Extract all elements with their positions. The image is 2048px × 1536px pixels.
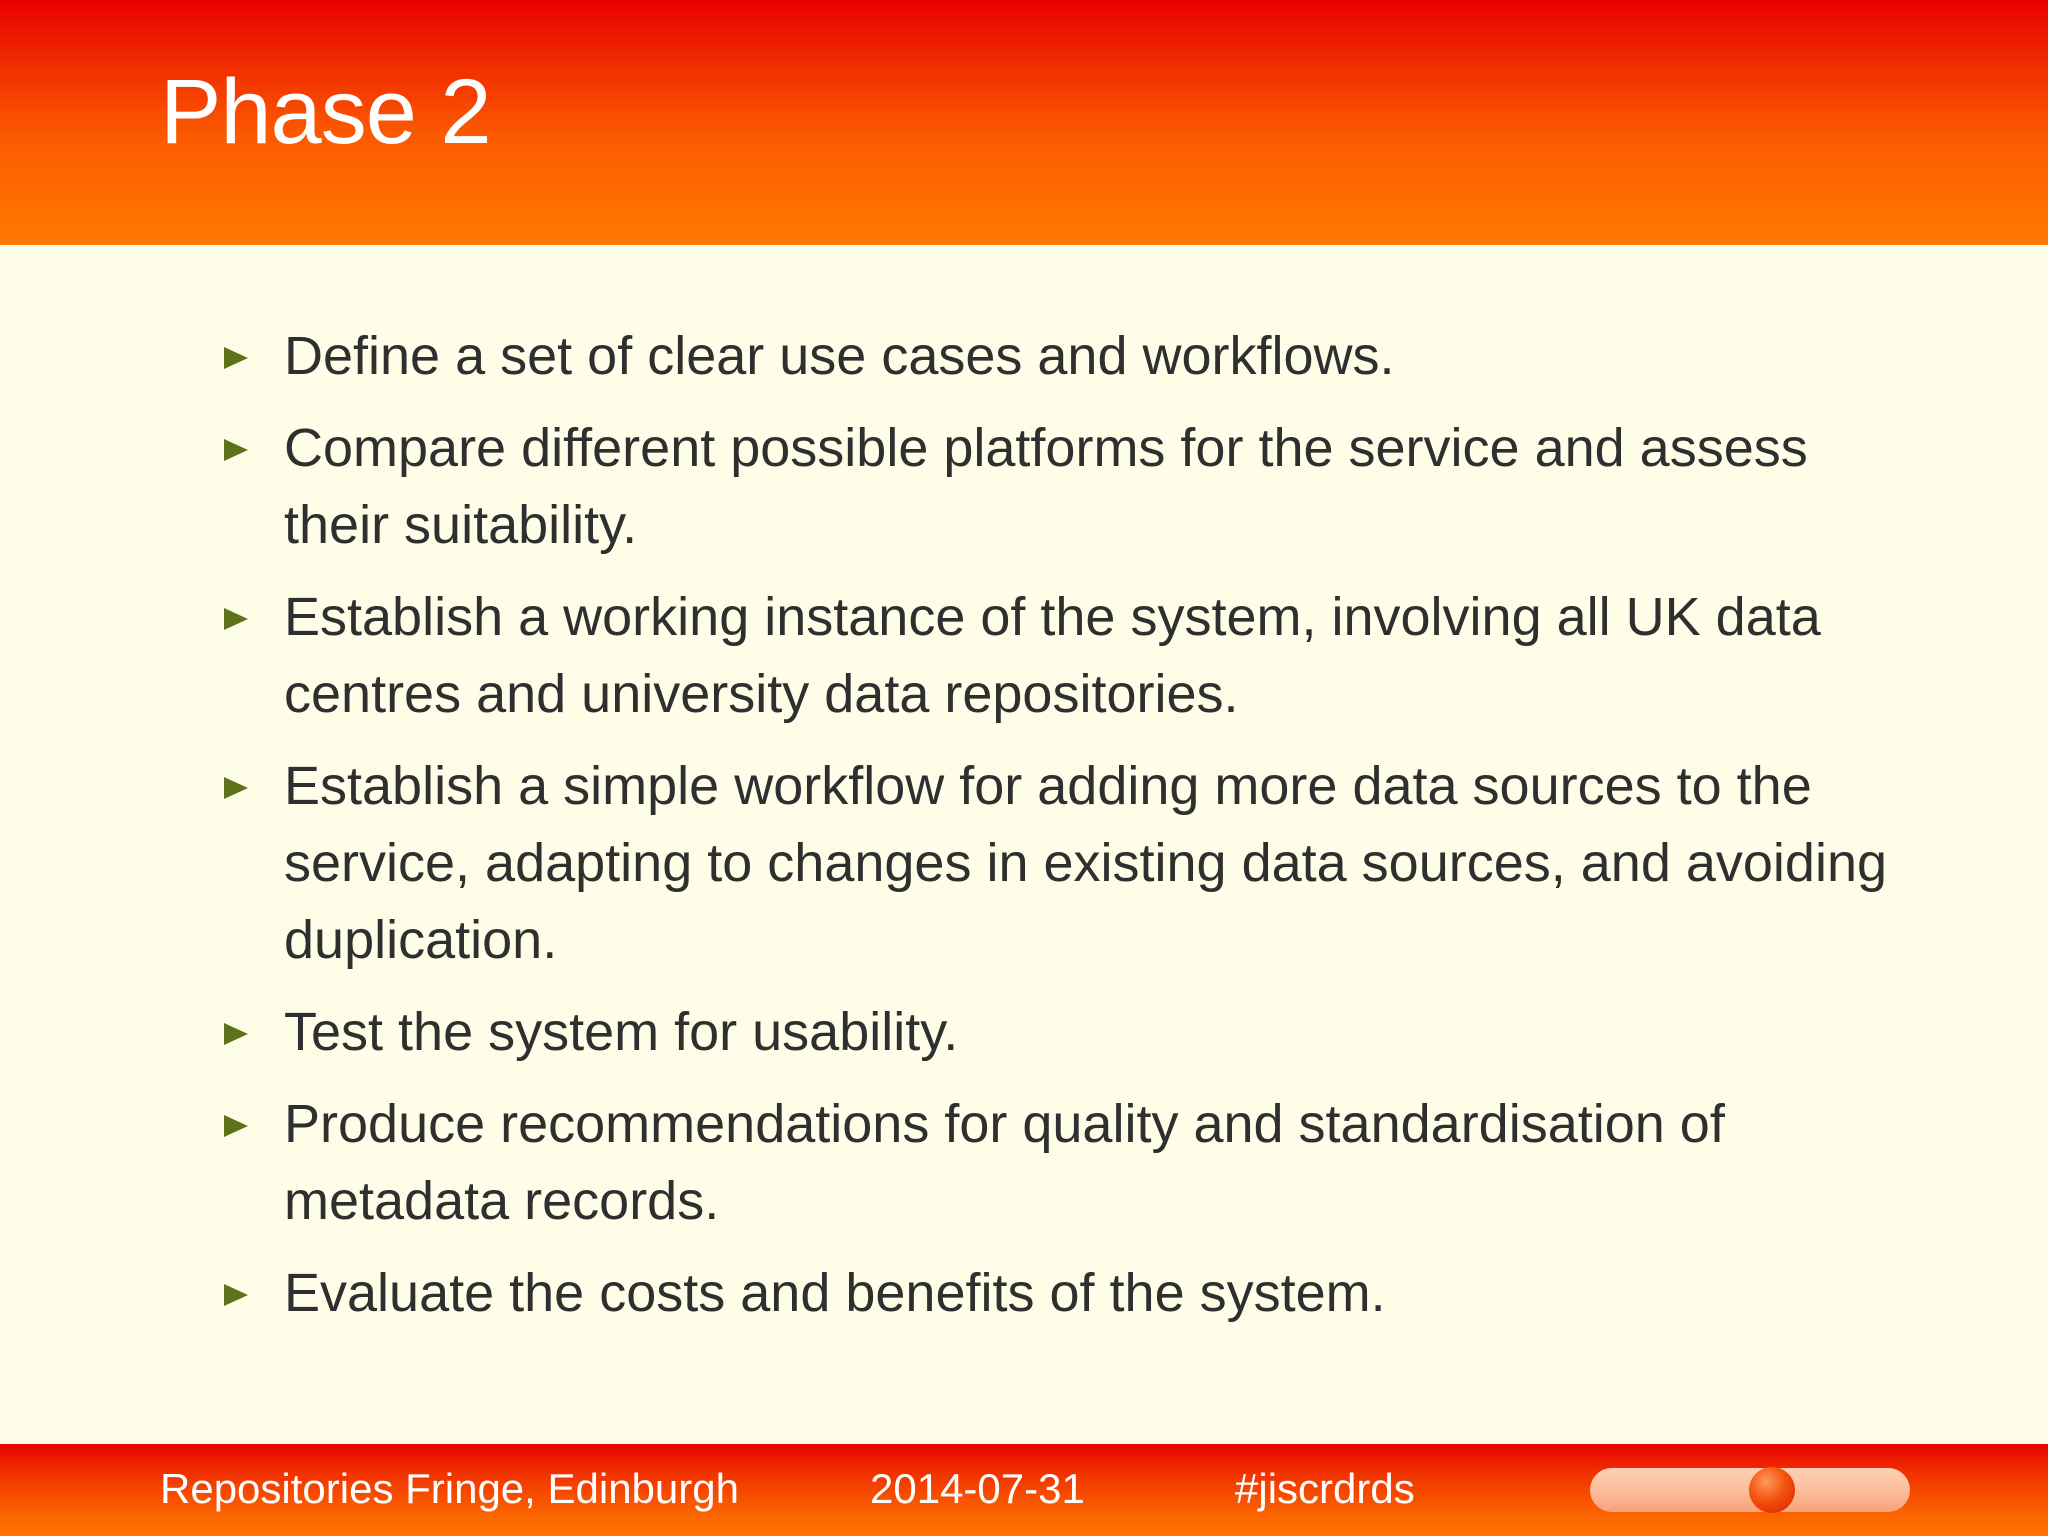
bullet-item [220,748,1900,979]
bullet-text: Evaluate the costs and benefits of the system. [284,1263,1386,1323]
triangle-bullet-icon [224,439,248,461]
slide-header [0,0,2048,245]
footer-date: 2014-07-31 [870,1465,1085,1512]
triangle-bullet-icon [224,608,248,630]
bullet-item [220,579,1900,733]
triangle-bullet-icon [224,1115,248,1137]
bullet-item [220,318,1900,395]
slide-title: Phase 2 [160,61,491,163]
slide-progress-bar[interactable] [1590,1468,1910,1512]
bullet-item [220,410,1900,564]
bullet-item [220,1086,1900,1240]
bullet-text: Compare different possible platforms for the service and assess their suitability. [284,418,1808,555]
bullet-text: Define a set of clear use cases and workflows. [284,326,1395,386]
triangle-bullet-icon [224,1023,248,1045]
footer-hashtag: #jiscrdrds [1235,1465,1415,1512]
bullet-item [220,1255,1900,1332]
triangle-bullet-icon [224,1284,248,1306]
slide-footer [0,1444,2048,1536]
bullet-text: Produce recommendations for quality and standardisation of metadata records. [284,1094,1725,1231]
bullet-text: Test the system for usability. [284,1002,959,1062]
slide-body [220,318,1900,1347]
bullet-text: Establish a simple workflow for adding more data sources to the service, adapting to changes in existing data sources, and avoiding duplication. [284,756,1888,970]
triangle-bullet-icon [224,777,248,799]
bullet-list [220,318,1900,1332]
bullet-item [220,994,1900,1071]
footer-venue: Repositories Fringe, Edinburgh [160,1465,739,1512]
triangle-bullet-icon [224,347,248,369]
bullet-text: Establish a working instance of the system, involving all UK data centres and university data repositories. [284,587,1821,724]
progress-knob[interactable] [1749,1467,1795,1513]
